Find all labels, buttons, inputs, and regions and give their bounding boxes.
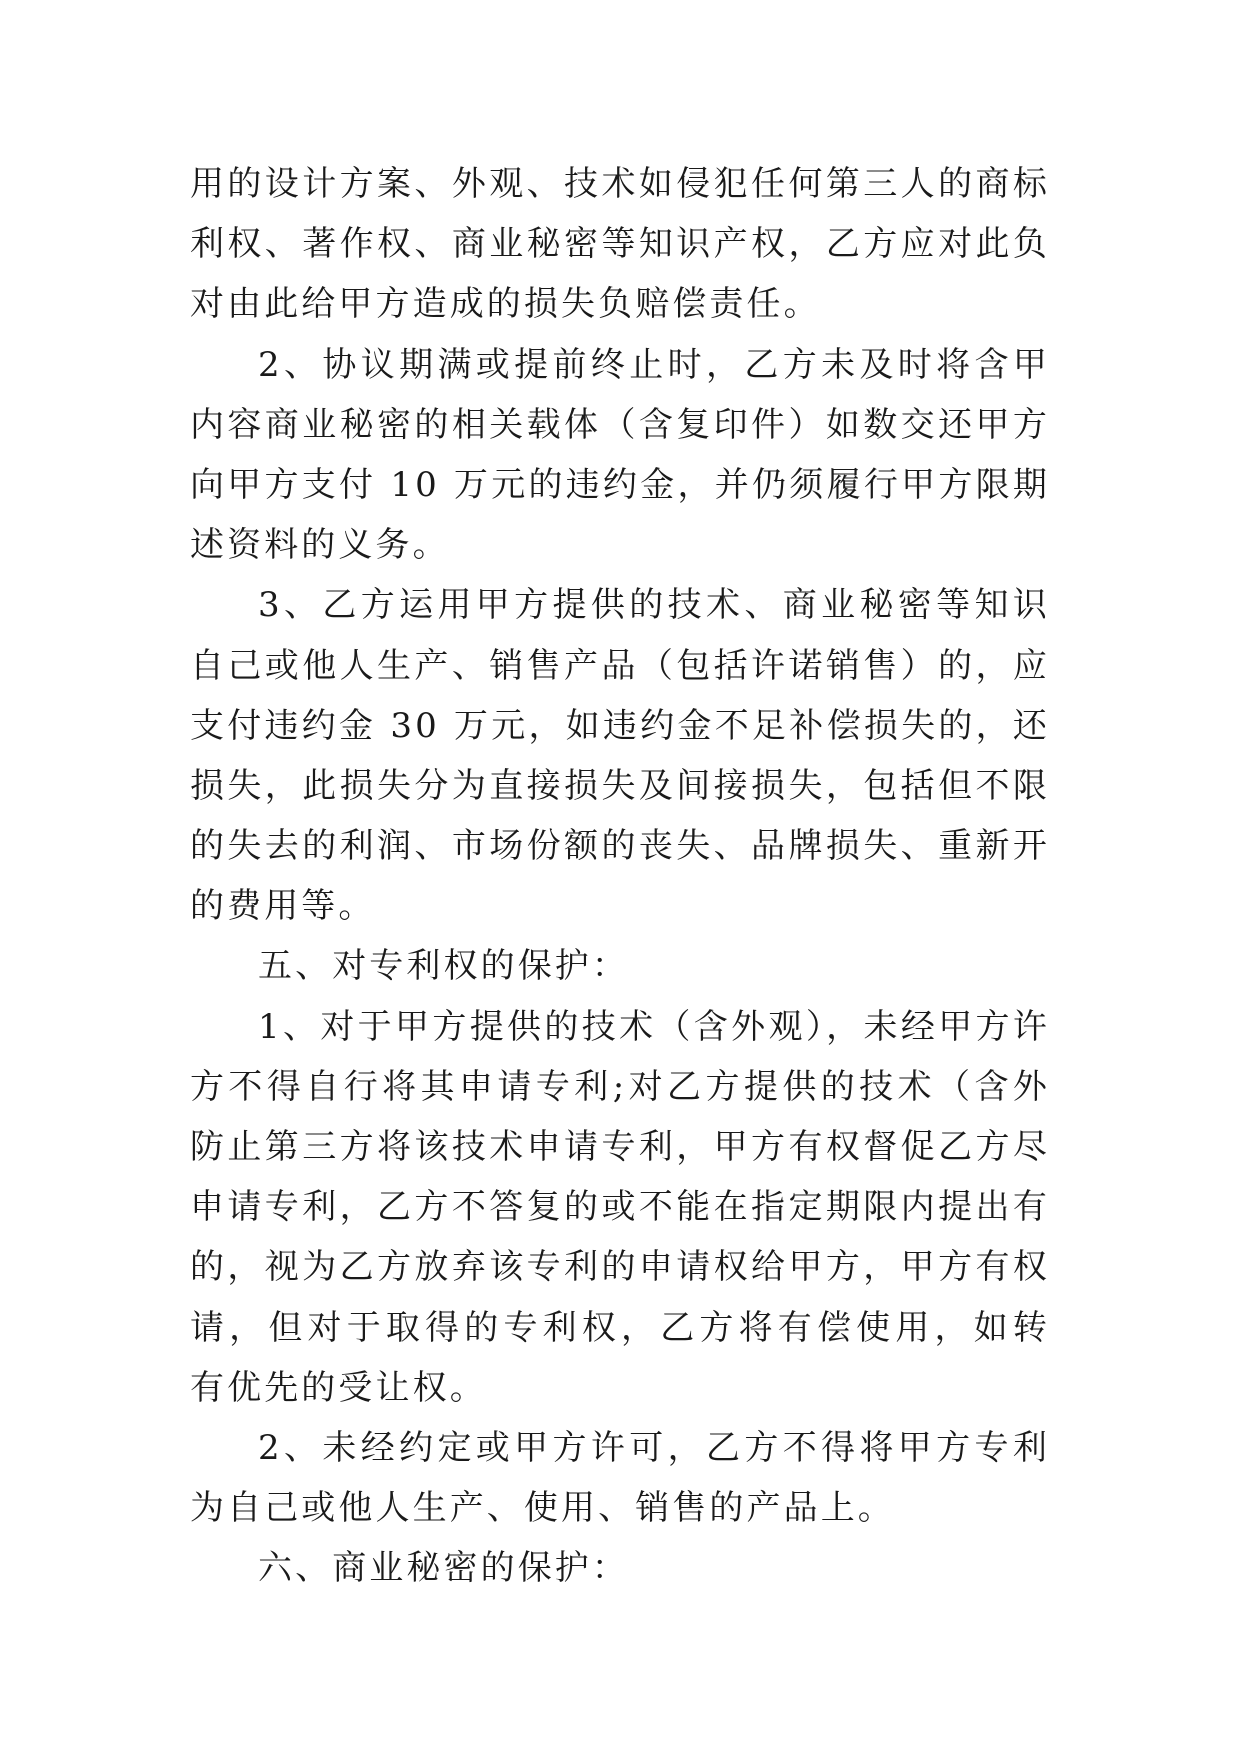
text-line: 支付违约金 30 万元，如违约金不足补偿损失的，还: [190, 705, 1050, 746]
text-line: 自己或他人生产、销售产品（包括许诺销售）的，应: [190, 645, 1050, 686]
text-line: 防止第三方将该技术申请专利，甲方有权督促乙方尽: [190, 1127, 1050, 1167]
text-line: 申请专利，乙方不答复的或不能在指定期限内提出有: [190, 1187, 1050, 1228]
text-line: 对由此给甲方造成的损失负赔偿责任。: [190, 284, 821, 325]
text-line: 的，视为乙方放弃该专利的申请权给甲方，甲方有权: [190, 1247, 1050, 1288]
text-line: 2、未经约定或甲方许可，乙方不得将甲方专利: [258, 1427, 1050, 1468]
text-line: 述资料的义务。: [190, 525, 450, 566]
text-line: 请，但对于取得的专利权，乙方将有偿使用，如转: [190, 1307, 1050, 1348]
text-line: 向甲方支付 10 万元的违约金，并仍须履行甲方限期: [190, 464, 1050, 505]
text-line: 用的设计方案、外观、技术如侵犯任何第三人的商标: [190, 164, 1050, 204]
text-line: 内容商业秘密的相关载体（含复印件）如数交还甲方: [190, 404, 1050, 445]
text-line: 3、乙方运用甲方提供的技术、商业秘密等知识: [258, 585, 1050, 626]
text-line: 的失去的利润、市场份额的丧失、品牌损失、重新开: [190, 826, 1050, 867]
text-line: 利权、著作权、商业秘密等知识产权，乙方应对此负: [190, 224, 1050, 265]
text-line: 1、对于甲方提供的技术（含外观），未经甲方许: [258, 1006, 1050, 1047]
text-line: 2、协议期满或提前终止时，乙方未及时将含甲: [258, 344, 1050, 385]
section-heading: 五、对专利权的保护：: [258, 946, 629, 987]
text-line: 的费用等。: [190, 886, 376, 927]
section-heading: 六、商业秘密的保护：: [258, 1548, 629, 1589]
document-body: [190, 154, 1050, 1599]
text-line: 为自己或他人生产、使用、销售的产品上。: [190, 1488, 895, 1529]
text-line: 方不得自行将其申请专利;对乙方提供的技术（含外: [190, 1066, 1050, 1107]
text-line: 损失，此损失分为直接损失及间接损失，包括但不限: [190, 765, 1050, 806]
text-line: 有优先的受让权。: [190, 1367, 487, 1408]
